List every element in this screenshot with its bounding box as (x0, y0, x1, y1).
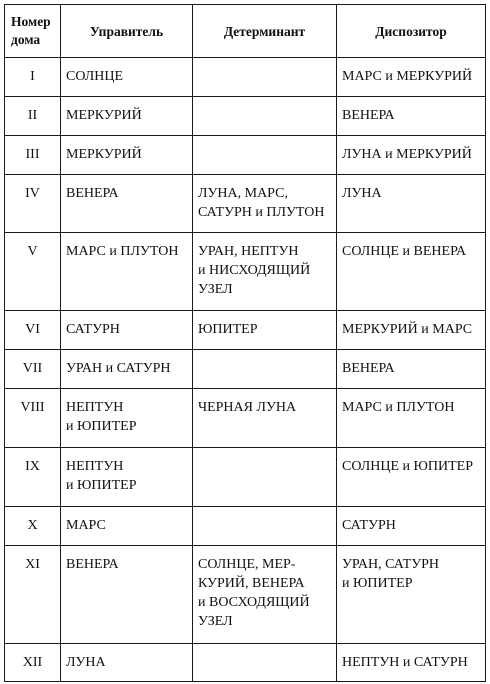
house-number: IV (5, 175, 61, 233)
house-number: VII (5, 350, 61, 389)
determinant-cell (193, 136, 337, 175)
houses-table (4, 4, 486, 682)
determinant-cell: ЛУНА, МАРС, САТУРН и ПЛУТОН (193, 175, 337, 233)
table-row (5, 644, 486, 682)
header-dispositor: Диспозитор (337, 5, 486, 58)
header-row (5, 5, 486, 58)
dispositor-cell: ВЕНЕРА (337, 350, 486, 389)
dispositor-cell: МАРС и ПЛУТОН (337, 389, 486, 448)
house-number: V (5, 233, 61, 311)
determinant-cell: ЮПИТЕР (193, 311, 337, 350)
table-row (5, 97, 486, 136)
determinant-cell: ЧЕРНАЯ ЛУНА (193, 389, 337, 448)
table-row (5, 233, 486, 311)
table-row (5, 389, 486, 448)
table-row (5, 448, 486, 507)
ruler-cell: НЕПТУН и ЮПИТЕР (61, 448, 193, 507)
house-number: I (5, 58, 61, 97)
ruler-cell: МЕРКУРИЙ (61, 97, 193, 136)
ruler-cell: МАРС и ПЛУТОН (61, 233, 193, 311)
table-row (5, 546, 486, 644)
ruler-cell: СОЛНЦЕ (61, 58, 193, 97)
table-row (5, 58, 486, 97)
determinant-cell (193, 448, 337, 507)
dispositor-cell: ЛУНА (337, 175, 486, 233)
ruler-cell: МЕРКУРИЙ (61, 136, 193, 175)
determinant-cell (193, 644, 337, 682)
ruler-cell: МАРС (61, 507, 193, 546)
header-house-number: Номер дома (5, 5, 61, 58)
dispositor-cell: ЛУНА и МЕРКУРИЙ (337, 136, 486, 175)
determinant-cell (193, 350, 337, 389)
determinant-cell (193, 58, 337, 97)
ruler-cell: ЛУНА (61, 644, 193, 682)
house-number: XII (5, 644, 61, 682)
ruler-cell: САТУРН (61, 311, 193, 350)
house-number: IX (5, 448, 61, 507)
house-number: III (5, 136, 61, 175)
header-determinant: Детерминант (193, 5, 337, 58)
ruler-cell: ВЕНЕРА (61, 546, 193, 644)
determinant-cell (193, 507, 337, 546)
dispositor-cell: СОЛНЦЕ и ВЕНЕРА (337, 233, 486, 311)
determinant-cell: УРАН, НЕПТУН и НИСХОДЯЩИЙ УЗЕЛ (193, 233, 337, 311)
table-row (5, 175, 486, 233)
dispositor-cell: МАРС и МЕРКУРИЙ (337, 58, 486, 97)
table-row (5, 507, 486, 546)
house-number: VIII (5, 389, 61, 448)
house-number: X (5, 507, 61, 546)
dispositor-cell: МЕРКУРИЙ и МАРС (337, 311, 486, 350)
determinant-cell: СОЛНЦЕ, МЕР- КУРИЙ, ВЕНЕРА и ВОСХОДЯЩИЙ УЗЕЛ (193, 546, 337, 644)
header-ruler: Управитель (61, 5, 193, 58)
house-number: XI (5, 546, 61, 644)
dispositor-cell: ВЕНЕРА (337, 97, 486, 136)
table-row (5, 311, 486, 350)
determinant-cell (193, 97, 337, 136)
dispositor-cell: УРАН, САТУРН и ЮПИТЕР (337, 546, 486, 644)
table-row (5, 136, 486, 175)
dispositor-cell: НЕПТУН и САТУРН (337, 644, 486, 682)
dispositor-cell: САТУРН (337, 507, 486, 546)
ruler-cell: УРАН и САТУРН (61, 350, 193, 389)
house-number: VI (5, 311, 61, 350)
dispositor-cell: СОЛНЦЕ и ЮПИТЕР (337, 448, 486, 507)
house-number: II (5, 97, 61, 136)
ruler-cell: ВЕНЕРА (61, 175, 193, 233)
ruler-cell: НЕПТУН и ЮПИТЕР (61, 389, 193, 448)
table-row (5, 350, 486, 389)
